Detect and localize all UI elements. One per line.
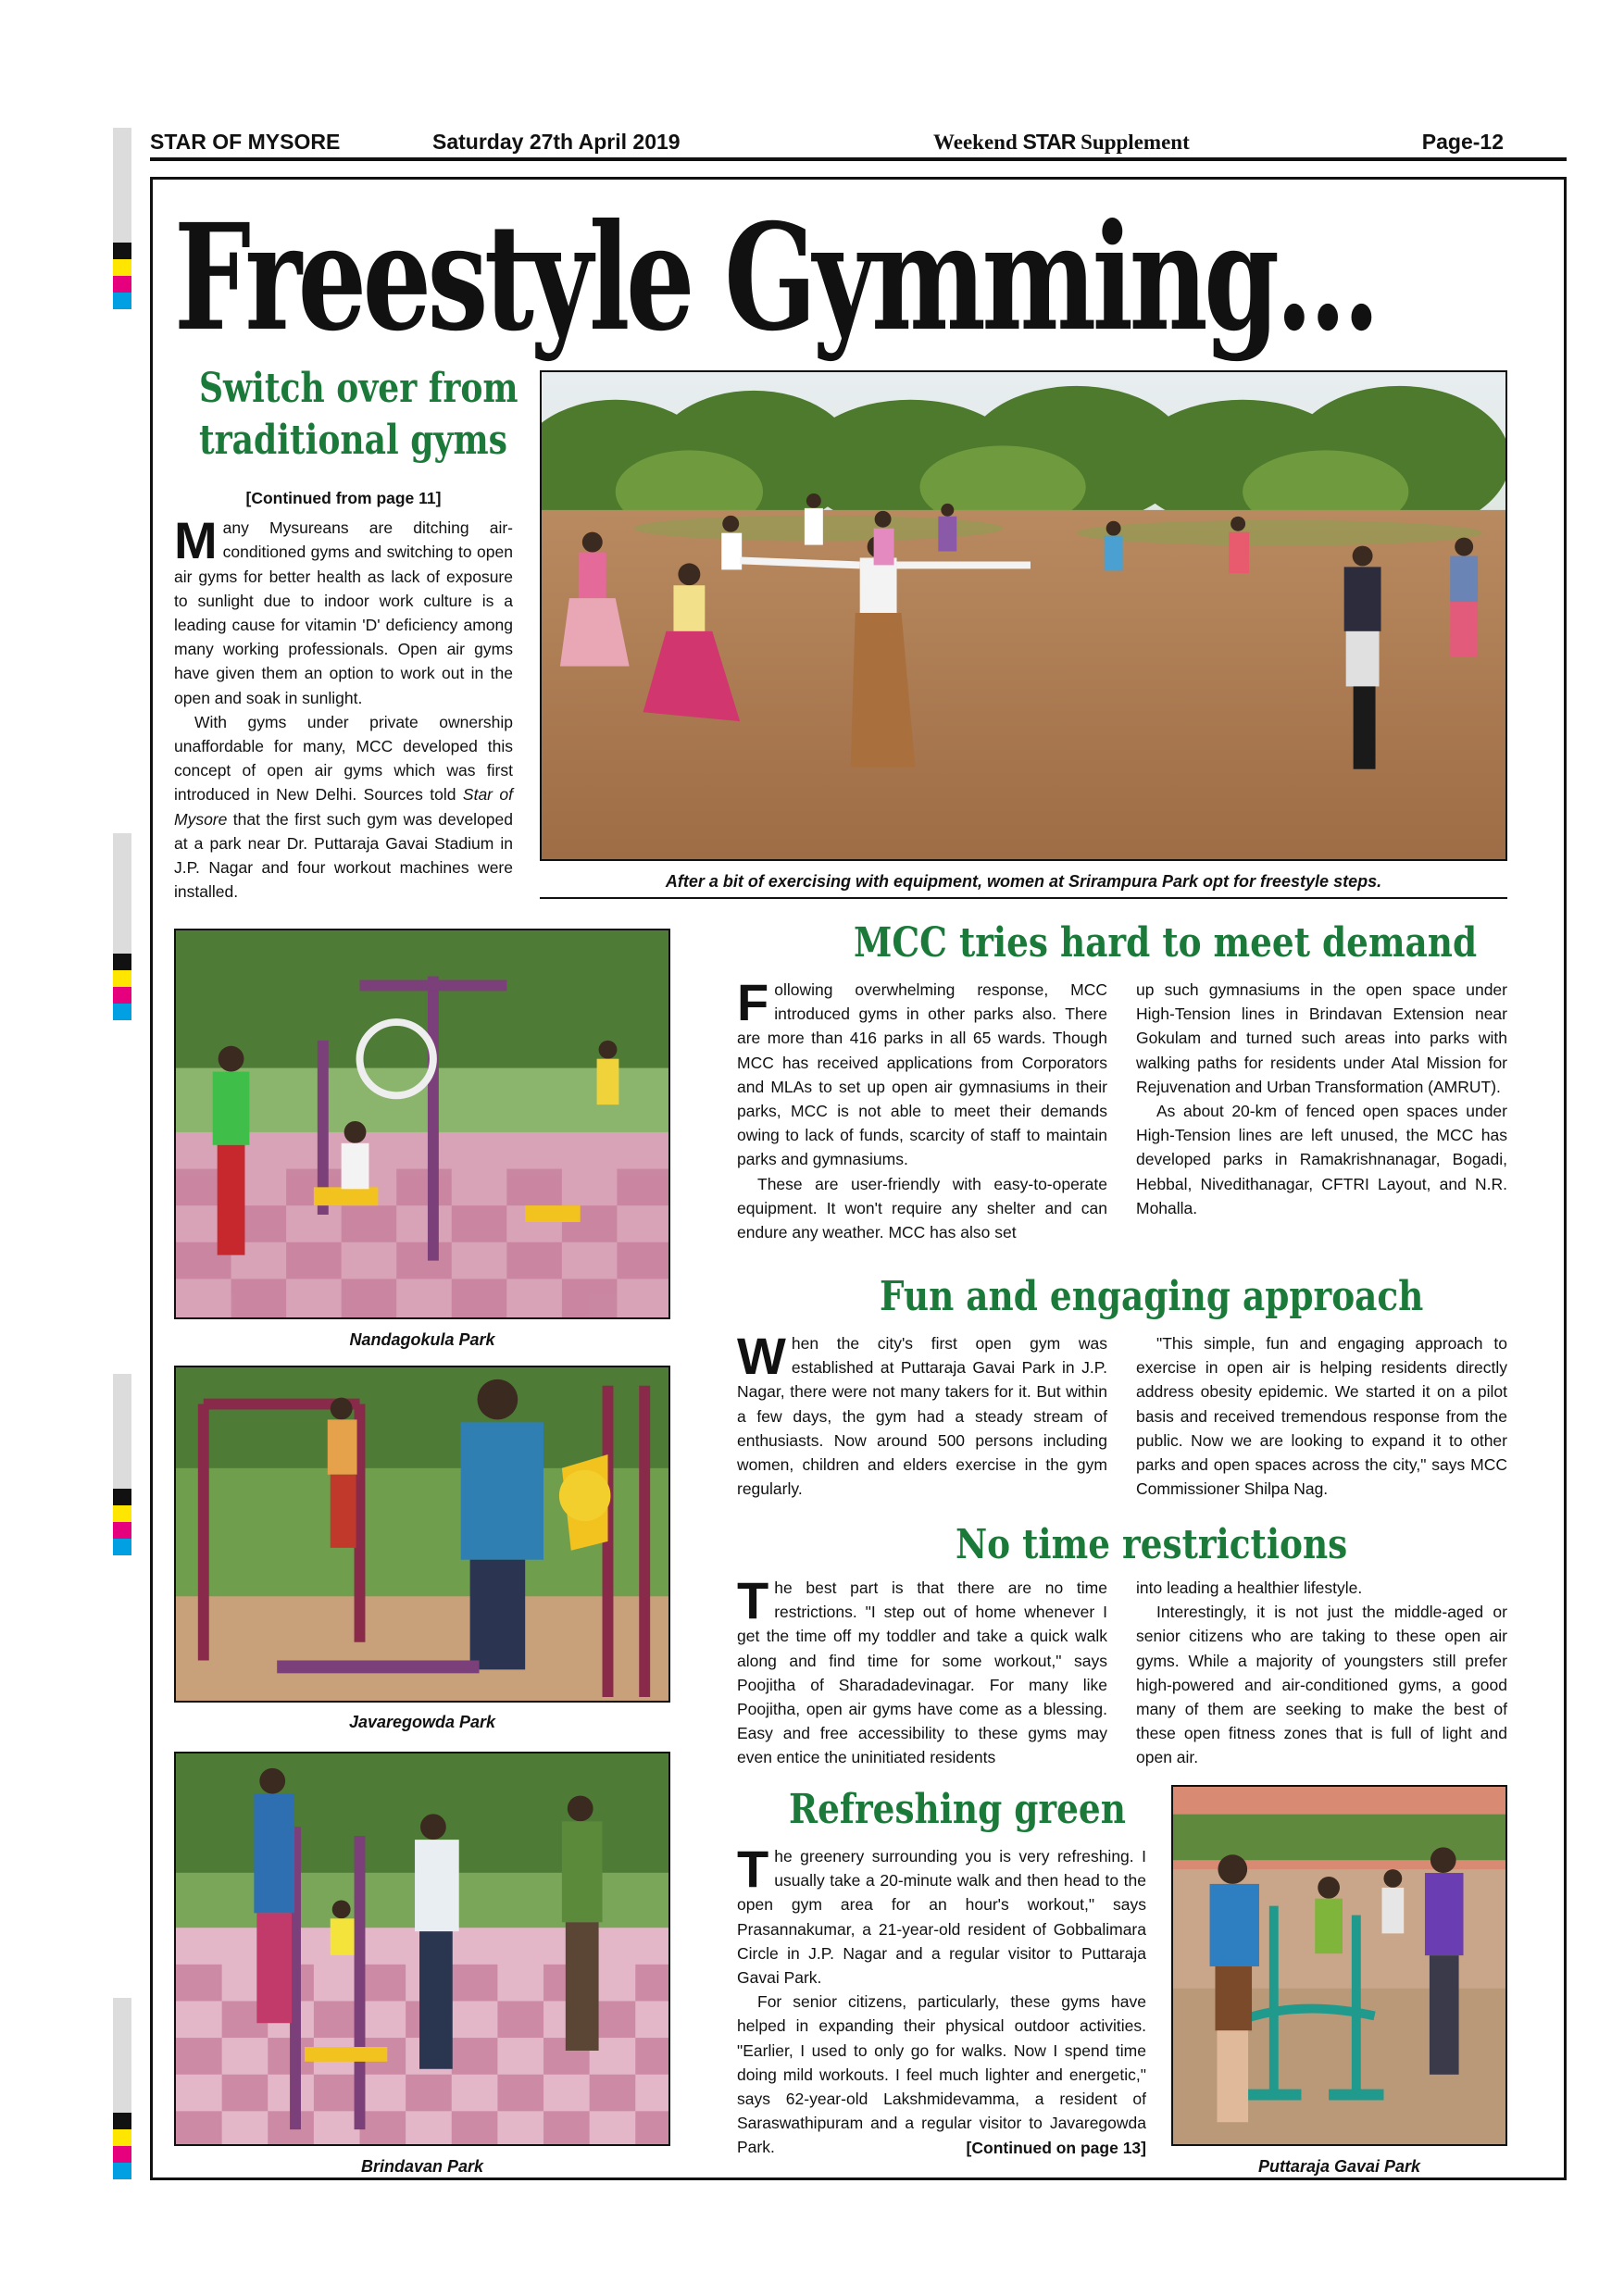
heading-mcc: MCC tries hard to meet demand <box>854 919 1478 967</box>
mcc-para-2: These are user-friendly with easy-to-operate equipment. It won't require any shelter and can endure any weather. MCC has also set <box>737 1174 1107 1242</box>
supplement-name <box>933 130 1190 155</box>
green-para-2: For senior citizens, particularly, these gyms have helped in expanding their physical outdoor activities. "Earlier, I used to only go for walks. Now I spend time doing mild workouts. I feel much lighter and energetic," says 62-year-old Lakshmidevamma, a resident of Saraswathipuram and a regular visitor to Javaregowda Park. <box>737 1992 1146 2157</box>
mcc-dropcap: F <box>737 973 769 1031</box>
photo-puttaraja <box>1171 1785 1507 2146</box>
mcc-para-3: up such gymnasiums in the open space under High-Tension lines in Brindavan Extension near Gokulam and turned such areas into parks with walking paths for residents under Atal Mission for Rejuvenation and Urban Transformation (AMRUT). <box>1136 980 1507 1096</box>
green-dropcap: T <box>737 1840 769 1898</box>
time-para-1 <box>737 1571 1107 1770</box>
fun-col-1 <box>737 1327 1107 1501</box>
intro-para-2 <box>174 710 513 905</box>
intro-heading-line2: traditional gyms <box>199 417 507 464</box>
photo-brindavan <box>174 1752 670 2146</box>
page-header <box>150 126 1567 159</box>
time-para-3: Interestingly, it is not just the middle-aged or senior citizens who are taking to these open air gyms. While a majority of youngsters still prefer high-powered and air-conditioned gyms, a good many of them are seeking to make the best of these open fitness zones that is full of light and open air. <box>1136 1603 1507 1767</box>
time-dropcap: T <box>737 1571 769 1629</box>
heading-time: No time restrictions <box>956 1521 1348 1568</box>
fun-col-2 <box>1136 1331 1507 1501</box>
continued-on: [Continued on page 13] <box>966 2138 1146 2157</box>
header-rule <box>150 157 1567 161</box>
fun-para-2: "This simple, fun and engaging approach to exercise in open air is helping residents directly address obesity epidemic. We started it on a pilot basis and received tremendous response from the public. Now we are looking to expand it to other parks and open spaces across the city," says MCC Commissioner Shilpa Nag. <box>1136 1334 1507 1499</box>
green-col <box>737 1840 1146 2160</box>
green-text-1: he greenery surrounding you is very refreshing. I usually take a 20-minute walk and then head to the open gym area for an hour's workout," says Prasannakumar, a 21-year-old resident of Gobbalimara Circle in J.P. Nagar and a regular visitor to Puttaraja Gavai Park. <box>737 1847 1146 1988</box>
registration-marks-2 <box>113 833 131 1020</box>
intro-para-1 <box>174 511 513 710</box>
time-para-2: into leading a healthier lifestyle. <box>1136 1578 1363 1597</box>
masthead-title: Freestyle Gymming... <box>174 193 1377 364</box>
time-col-2 <box>1136 1576 1507 1770</box>
registration-marks-4 <box>113 1998 131 2179</box>
caption-nandagokula: Nandagokula Park <box>349 1330 495 1349</box>
registration-marks-1 <box>113 128 131 309</box>
intro-heading <box>199 363 518 467</box>
intro-text-1: any Mysureans are ditching air-conditioned gyms and switching to open air gyms for better health as lack of exposure to sunlight due to indoor work culture is a leading cause for vitamin 'D' deficiency among many working professionals. Open air gyms have given them an option to work out in the open and soak in sunlight. <box>174 518 513 707</box>
paper-name: STAR OF MYSORE <box>150 130 341 154</box>
mcc-text-1: ollowing overwhelming response, MCC introduced gyms in other parks also. There are more than 416 parks in all 65 wards. Though MCC has received applications from Corporators and MLAs to set up open air gymnasiums in their parks, MCC is not able to meet their demands owing to lack of funds, scarcity of staff to maintain parks and gymnasiums. <box>737 980 1107 1169</box>
supplement-pre: Weekend <box>933 131 1018 154</box>
photo-nandagokula <box>174 929 670 1319</box>
continued-from: [Continued from page 11] <box>245 489 442 507</box>
page-number: Page-12 <box>1421 130 1504 154</box>
issue-date: Saturday 27th April 2019 <box>432 130 681 154</box>
intro-text-2b: that the first such gym was developed at a park near Dr. Puttaraja Gavai Stadium in J.P. Nagar and four workout machines were installed. <box>174 809 513 902</box>
intro-article <box>174 486 513 904</box>
registration-marks-3 <box>113 1374 131 1555</box>
fun-dropcap: W <box>737 1327 786 1385</box>
intro-dropcap: M <box>174 511 218 570</box>
caption-puttaraja: Puttaraja Gavai Park <box>1257 2157 1421 2176</box>
green-para-1 <box>737 1840 1146 1990</box>
time-col-1 <box>737 1571 1107 1770</box>
mcc-para-1 <box>737 973 1107 1172</box>
intro-heading-line1: Switch over from <box>199 365 518 412</box>
caption-javaregowda: Javaregowda Park <box>348 1713 496 1731</box>
main-photo-caption: After a bit of exercising with equipment, women at Srirampura Park opt for freestyle steps. <box>665 872 1382 891</box>
heading-green: Refreshing green <box>789 1786 1126 1833</box>
mcc-para-4: As about 20-km of fenced open spaces under High-Tension lines are left unused, the MCC has developed parks in Ramakrishnanagar, Bogadi, Hebbal, Nivedithanagar, CFTRI Layout, and N.R. Mohalla. <box>1136 1102 1507 1217</box>
caption-rule <box>540 897 1507 899</box>
heading-fun: Fun and engaging approach <box>880 1273 1424 1320</box>
intro-text-2a: With gyms under private ownership unaffordable for many, MCC developed this concept of open air gyms which was first introduced in New Delhi. Sources told <box>174 712 513 805</box>
fun-text-1: hen the city's first open gym was established at Puttaraja Gavai Park in J.P. Nagar, there were not many takers for it. But within a few days, the gym had a steady stream of enthusiasts. Now around 500 persons including women, children and elders exercise in the gym regularly. <box>737 1334 1107 1499</box>
supplement-star: STAR <box>1022 130 1076 154</box>
mcc-col-2 <box>1136 978 1507 1220</box>
intro-text-2em: Star of Mysore <box>174 785 513 829</box>
fun-para-1 <box>737 1327 1107 1501</box>
mcc-col-1 <box>737 973 1107 1244</box>
time-text-1: he best part is that there are no time restrictions. "I step out of home whenever I get the time off my toddler and take a quick walk along and find time for some workout," says Poojitha of Sharadadevinagar. For many like Poojitha, open air gyms have come as a blessing. Easy and free accessibility to these gyms may even entice the uninitiated residents <box>737 1578 1107 1767</box>
photo-javaregowda <box>174 1366 670 1703</box>
supplement-post: Supplement <box>1081 131 1190 154</box>
main-photo-srirampura <box>540 370 1507 861</box>
caption-brindavan: Brindavan Park <box>360 2157 484 2176</box>
